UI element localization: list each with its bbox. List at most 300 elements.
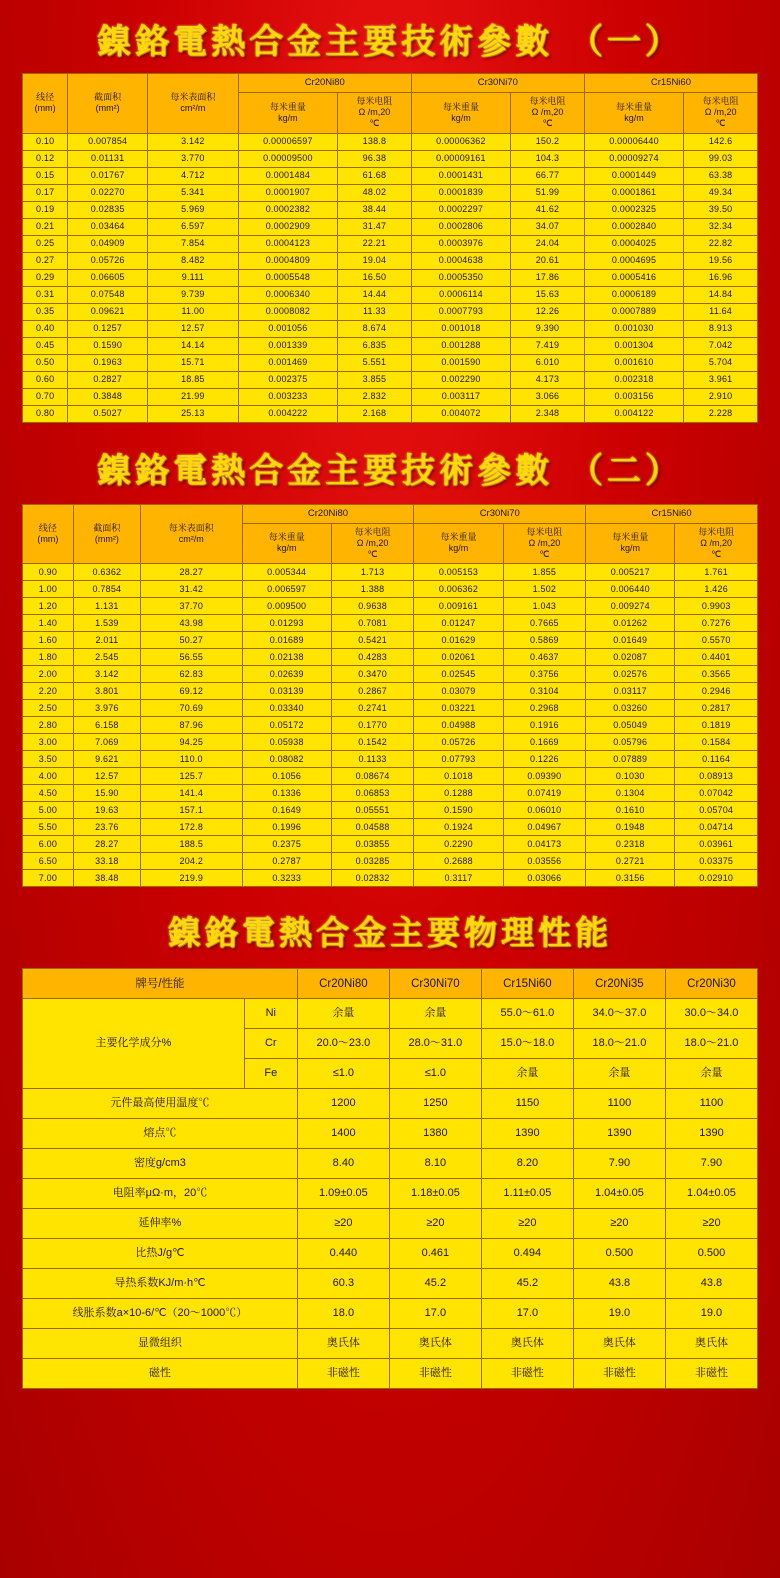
property-label: 线胀系数a×10-6/℃（20～1000℃） (23, 1299, 298, 1329)
col-area: 截面积 (mm²) (68, 74, 148, 134)
table-row (23, 218, 758, 235)
table-cell: 14.44 (338, 286, 412, 303)
table-cell: 150.2 (511, 133, 585, 150)
table-cell: 1390 (573, 1119, 665, 1149)
table-cell: 0.0002909 (238, 218, 337, 235)
col-group-cr15ni60: Cr15Ni60 (584, 74, 757, 93)
table-cell: 8.20 (481, 1149, 573, 1179)
col-weight-3: 每米重量 kg/m (584, 92, 683, 133)
table-cell: 0.1542 (331, 734, 414, 751)
table-cell: 0.0004123 (238, 235, 337, 252)
table-cell: 1.60 (23, 632, 74, 649)
table-cell: 0.05172 (242, 717, 331, 734)
table-cell: 0.002318 (584, 371, 683, 388)
table-cell: 3.801 (73, 683, 140, 700)
table-cell: 19.0 (665, 1299, 757, 1329)
table-row (23, 1209, 758, 1239)
table-cell: 0.2741 (331, 700, 414, 717)
table-cell: 1.131 (73, 598, 140, 615)
table-cell: 3.142 (73, 666, 140, 683)
table-cell: 51.99 (511, 184, 585, 201)
table-cell: 43.8 (665, 1269, 757, 1299)
table-cell: 0.09390 (503, 768, 586, 785)
table-cell: 20.0～23.0 (297, 1029, 389, 1059)
table-cell: 25.13 (148, 405, 239, 422)
table-row (23, 836, 758, 853)
table-cell: 12.57 (73, 768, 140, 785)
table-cell: 0.00009161 (411, 150, 510, 167)
table-cell: 9.390 (511, 320, 585, 337)
table-cell: 0.4401 (675, 649, 758, 666)
table-cell: 31.47 (338, 218, 412, 235)
table-cell: 0.001030 (584, 320, 683, 337)
table-cell: 0.1770 (331, 717, 414, 734)
table-cell: 0.003233 (238, 388, 337, 405)
table-cell: 0.17 (23, 184, 68, 201)
table-cell: 3.961 (684, 371, 758, 388)
table-cell: 0.002290 (411, 371, 510, 388)
table-cell: 0.3756 (503, 666, 586, 683)
table-cell: 0.01649 (586, 632, 675, 649)
table-cell: 0.0007889 (584, 303, 683, 320)
table-cell: 2.228 (684, 405, 758, 422)
property-label: 熔点℃ (23, 1119, 298, 1149)
table-cell: 28.0～31.0 (389, 1029, 481, 1059)
table-cell: 0.1963 (68, 354, 148, 371)
table-cell: 0.02087 (586, 649, 675, 666)
physical-col-cr20ni30: Cr20Ni30 (665, 969, 757, 999)
table-cell: 19.0 (573, 1299, 665, 1329)
table-cell: 1.426 (675, 581, 758, 598)
table-cell: 0.003117 (411, 388, 510, 405)
table-cell: 1100 (665, 1089, 757, 1119)
table-cell: 2.545 (73, 649, 140, 666)
table-cell: 2.168 (338, 405, 412, 422)
table-cell: 奥氏体 (665, 1329, 757, 1359)
table-cell: 0.01247 (414, 615, 503, 632)
table-cell: 0.04988 (414, 717, 503, 734)
table-cell: 2.80 (23, 717, 74, 734)
col-group-cr20ni80: Cr20Ni80 (238, 74, 411, 93)
table-row (23, 1299, 758, 1329)
table-cell: 0.06605 (68, 269, 148, 286)
table-cell: 0.1649 (242, 802, 331, 819)
table-cell: 3.855 (338, 371, 412, 388)
table-cell: 0.08913 (675, 768, 758, 785)
table-cell: 0.2787 (242, 853, 331, 870)
table-cell: 0.7276 (675, 615, 758, 632)
table-cell: 0.5421 (331, 632, 414, 649)
physical-corner-label: 牌号/性能 (23, 969, 298, 999)
table-cell: 0.1257 (68, 320, 148, 337)
table-cell: 1.11±0.05 (481, 1179, 573, 1209)
table-cell: 0.440 (297, 1239, 389, 1269)
section-title-3: 鎳鉻電熱合金主要物理性能 (168, 913, 612, 953)
table-cell: 0.02545 (414, 666, 503, 683)
table-cell: 0.0002297 (411, 201, 510, 218)
table-cell: 0.0006189 (584, 286, 683, 303)
table-cell: 0.0004025 (584, 235, 683, 252)
table-cell: 188.5 (140, 836, 242, 853)
table-cell: 22.82 (684, 235, 758, 252)
table-cell: 0.009500 (242, 598, 331, 615)
table-cell: 12.57 (148, 320, 239, 337)
table-cell: 94.25 (140, 734, 242, 751)
table-cell: 0.02639 (242, 666, 331, 683)
tech-table-part1-head (23, 74, 758, 134)
table-row (23, 1119, 758, 1149)
table-cell: 38.48 (73, 870, 140, 887)
table-cell: ≤1.0 (297, 1059, 389, 1089)
table-cell: 0.07419 (503, 785, 586, 802)
table-cell: 0.04714 (675, 819, 758, 836)
table-cell: 5.969 (148, 201, 239, 218)
table-cell: 余量 (573, 1059, 665, 1089)
table-cell: 1.043 (503, 598, 586, 615)
table-cell: 2.348 (511, 405, 585, 422)
table-cell: 0.0003976 (411, 235, 510, 252)
table-cell: 0.03066 (503, 870, 586, 887)
table-cell: 0.3104 (503, 683, 586, 700)
table-cell: 28.27 (73, 836, 140, 853)
table-cell: 0.00006362 (411, 133, 510, 150)
table-cell: 0.1336 (242, 785, 331, 802)
table-cell: 奥氏体 (573, 1329, 665, 1359)
table-row (23, 303, 758, 320)
table-cell: 0.00009500 (238, 150, 337, 167)
table-cell: 0.1610 (586, 802, 675, 819)
table-cell: ≤1.0 (389, 1059, 481, 1089)
table-cell: 1.18±0.05 (389, 1179, 481, 1209)
table-row (23, 286, 758, 303)
table-cell: 24.04 (511, 235, 585, 252)
table-cell: 0.07889 (586, 751, 675, 768)
table-cell: 5.50 (23, 819, 74, 836)
table-cell: 104.3 (511, 150, 585, 167)
property-label: 延伸率% (23, 1209, 298, 1239)
table-cell: 1.80 (23, 649, 74, 666)
table-cell: 0.05049 (586, 717, 675, 734)
table-cell: 0.001288 (411, 337, 510, 354)
table-cell: 0.00006597 (238, 133, 337, 150)
table-cell: 5.00 (23, 802, 74, 819)
table-cell: 1.04±0.05 (665, 1179, 757, 1209)
table-cell: 0.1133 (331, 751, 414, 768)
table-cell: 0.01131 (68, 150, 148, 167)
table-cell: 1.761 (675, 564, 758, 581)
table-cell: 2.832 (338, 388, 412, 405)
table-cell: 0.01262 (586, 615, 675, 632)
table-cell: 0.003156 (584, 388, 683, 405)
section-title-2: 鎳鉻電熱合金主要技術參數 （二） (97, 450, 683, 491)
table-cell: 19.56 (684, 252, 758, 269)
table-cell: 1.40 (23, 615, 74, 632)
table-cell: 7.042 (684, 337, 758, 354)
table-cell: 0.001018 (411, 320, 510, 337)
table-cell: 0.03464 (68, 218, 148, 235)
table-cell: 0.03855 (331, 836, 414, 853)
table-cell: 87.96 (140, 717, 242, 734)
table-row (23, 870, 758, 887)
table-cell: 0.001469 (238, 354, 337, 371)
table-cell: 219.9 (140, 870, 242, 887)
table-cell: 4.712 (148, 167, 239, 184)
property-label: 磁性 (23, 1359, 298, 1389)
table-cell: 45.2 (481, 1269, 573, 1299)
table-cell: 0.009274 (586, 598, 675, 615)
table-cell: 0.60 (23, 371, 68, 388)
table-cell: 0.09621 (68, 303, 148, 320)
table-row (23, 1149, 758, 1179)
table-cell: 138.8 (338, 133, 412, 150)
table-cell: 0.002375 (238, 371, 337, 388)
tech-table-1-wrapper (0, 73, 780, 423)
table-cell: 0.15 (23, 167, 68, 184)
table-cell: 1.20 (23, 598, 74, 615)
table-cell: 1.388 (331, 581, 414, 598)
table-row (23, 184, 758, 201)
table-cell: 0.19 (23, 201, 68, 218)
table-cell: 0.03556 (503, 853, 586, 870)
table-cell: 0.0004809 (238, 252, 337, 269)
tech-table-part2-group-row (23, 504, 758, 523)
col-surface: 每米表面积 cm²/m (148, 74, 239, 134)
table-cell: 0.80 (23, 405, 68, 422)
table-cell: 4.00 (23, 768, 74, 785)
physical-col-cr30ni70: Cr30Ni70 (389, 969, 481, 999)
physical-table-header-row (23, 969, 758, 999)
table-cell: 16.50 (338, 269, 412, 286)
table-cell: 1380 (389, 1119, 481, 1149)
table-row (23, 1089, 758, 1119)
table-cell: 0.005153 (414, 564, 503, 581)
table-cell: ≥20 (297, 1209, 389, 1239)
col-group-cr30ni70: Cr30Ni70 (411, 74, 584, 93)
table-cell: 9.739 (148, 286, 239, 303)
physical-properties-table (22, 968, 758, 1389)
property-label: 密度g/cm3 (23, 1149, 298, 1179)
table-cell: 15.0～18.0 (481, 1029, 573, 1059)
table-cell: 0.10 (23, 133, 68, 150)
composition-element-label: Cr (244, 1029, 297, 1059)
table-cell: 14.14 (148, 337, 239, 354)
physical-table-wrapper (0, 968, 780, 1389)
table-row (23, 1179, 758, 1209)
composition-element-label: Ni (244, 999, 297, 1029)
table-row (23, 853, 758, 870)
table-cell: 0.007854 (68, 133, 148, 150)
table-cell: 0.0005416 (584, 269, 683, 286)
table-cell: 0.01629 (414, 632, 503, 649)
table-cell: 1.00 (23, 581, 74, 598)
table-cell: 21.99 (148, 388, 239, 405)
table-row (23, 683, 758, 700)
table-cell: 17.0 (481, 1299, 573, 1329)
table-cell: 0.3565 (675, 666, 758, 683)
table-cell: 63.38 (684, 167, 758, 184)
composition-element-label: Fe (244, 1059, 297, 1089)
table-cell: 0.03375 (675, 853, 758, 870)
table-cell: 0.03221 (414, 700, 503, 717)
table-cell: 0.05551 (331, 802, 414, 819)
table-cell: 0.2721 (586, 853, 675, 870)
table-cell: 0.006597 (242, 581, 331, 598)
table-cell: 1100 (573, 1089, 665, 1119)
table-cell: 1390 (481, 1119, 573, 1149)
table-cell: 0.00006440 (584, 133, 683, 150)
physical-col-cr20ni35: Cr20Ni35 (573, 969, 665, 999)
table-cell: 非磁性 (481, 1359, 573, 1389)
table-cell: 3.00 (23, 734, 74, 751)
table-cell: 11.00 (148, 303, 239, 320)
table-cell: 41.62 (511, 201, 585, 218)
col-diameter: 线径 (mm) (23, 74, 68, 134)
table-cell: 0.03079 (414, 683, 503, 700)
table-cell: 0.4283 (331, 649, 414, 666)
table-cell: 0.0001907 (238, 184, 337, 201)
table-cell: 7.00 (23, 870, 74, 887)
table-cell: 157.1 (140, 802, 242, 819)
table-cell: 0.001056 (238, 320, 337, 337)
table-cell: 0.4637 (503, 649, 586, 666)
table-cell: 62.83 (140, 666, 242, 683)
table-cell: 0.1056 (242, 768, 331, 785)
table-cell: 0.461 (389, 1239, 481, 1269)
table-row (23, 632, 758, 649)
table-cell: 1.539 (73, 615, 140, 632)
table-cell: 0.2946 (675, 683, 758, 700)
table-cell: 0.01767 (68, 167, 148, 184)
table-cell: 0.3117 (414, 870, 503, 887)
table-cell: 1200 (297, 1089, 389, 1119)
table-cell: 0.7081 (331, 615, 414, 632)
physical-table-head (23, 969, 758, 999)
table-cell: 0.02061 (414, 649, 503, 666)
table-cell: 0.5027 (68, 405, 148, 422)
table-cell: 15.90 (73, 785, 140, 802)
table-row (23, 819, 758, 836)
table-cell: 9.111 (148, 269, 239, 286)
table-cell: 0.1018 (414, 768, 503, 785)
table-cell: 0.3470 (331, 666, 414, 683)
col-area: 截面积 (mm²) (73, 504, 140, 564)
table-cell: 0.12 (23, 150, 68, 167)
physical-table-body (23, 999, 758, 1389)
table-cell: 8.674 (338, 320, 412, 337)
table-cell: 18.0～21.0 (573, 1029, 665, 1059)
table-cell: 0.005344 (242, 564, 331, 581)
table-cell: 0.04173 (503, 836, 586, 853)
table-cell: 0.03117 (586, 683, 675, 700)
table-cell: 6.010 (511, 354, 585, 371)
table-row (23, 150, 758, 167)
table-cell: 8.913 (684, 320, 758, 337)
tech-table-part1-group-row (23, 74, 758, 93)
table-row (23, 649, 758, 666)
table-cell: 0.05704 (675, 802, 758, 819)
table-cell: 43.8 (573, 1269, 665, 1299)
table-cell: 0.02835 (68, 201, 148, 218)
table-cell: 0.03340 (242, 700, 331, 717)
table-cell: 0.0005548 (238, 269, 337, 286)
table-cell: 0.05726 (68, 252, 148, 269)
table-cell: 0.08082 (242, 751, 331, 768)
table-cell: 0.0004638 (411, 252, 510, 269)
table-cell: 0.02138 (242, 649, 331, 666)
table-cell: 17.86 (511, 269, 585, 286)
table-cell: 18.0～21.0 (665, 1029, 757, 1059)
table-cell: 0.0002382 (238, 201, 337, 218)
composition-group-label: 主要化学成分% (23, 999, 245, 1089)
table-cell: 0.001610 (584, 354, 683, 371)
table-cell: 20.61 (511, 252, 585, 269)
col-group-cr15ni60: Cr15Ni60 (586, 504, 758, 523)
table-cell: 0.1304 (586, 785, 675, 802)
table-cell: ≥20 (389, 1209, 481, 1239)
table-cell: 0.45 (23, 337, 68, 354)
table-row (23, 999, 758, 1029)
table-cell: 0.001339 (238, 337, 337, 354)
table-row (23, 734, 758, 751)
table-cell: 1.09±0.05 (297, 1179, 389, 1209)
table-cell: 3.770 (148, 150, 239, 167)
table-cell: 8.482 (148, 252, 239, 269)
table-cell: 0.03260 (586, 700, 675, 717)
table-cell: 45.2 (389, 1269, 481, 1299)
property-label: 电阻率μΩ·m，20℃ (23, 1179, 298, 1209)
table-cell: 0.0008082 (238, 303, 337, 320)
table-cell: 56.55 (140, 649, 242, 666)
table-cell: 0.0004695 (584, 252, 683, 269)
table-cell: 1250 (389, 1089, 481, 1119)
table-cell: 11.33 (338, 303, 412, 320)
table-cell: 0.001304 (584, 337, 683, 354)
table-row (23, 1239, 758, 1269)
table-cell: 12.26 (511, 303, 585, 320)
table-cell: 0.03961 (675, 836, 758, 853)
table-cell: 34.0～37.0 (573, 999, 665, 1029)
table-cell: 0.2867 (331, 683, 414, 700)
property-label: 显微组织 (23, 1329, 298, 1359)
table-row (23, 269, 758, 286)
table-cell: 余量 (665, 1059, 757, 1089)
table-cell: 70.69 (140, 700, 242, 717)
table-cell: 0.1819 (675, 717, 758, 734)
table-cell: 30.0～34.0 (665, 999, 757, 1029)
table-cell: 2.910 (684, 388, 758, 405)
table-cell: 172.8 (140, 819, 242, 836)
table-row (23, 201, 758, 218)
table-cell: 3.976 (73, 700, 140, 717)
table-cell: 0.70 (23, 388, 68, 405)
table-row (23, 252, 758, 269)
section-title-1: 鎳鉻電熱合金主要技術參數 （一） (97, 22, 683, 62)
table-cell: 5.341 (148, 184, 239, 201)
table-cell: 0.01293 (242, 615, 331, 632)
table-cell: 11.64 (684, 303, 758, 320)
table-cell: 0.02910 (675, 870, 758, 887)
tech-table-part1 (22, 73, 758, 423)
table-cell: 0.0002840 (584, 218, 683, 235)
table-cell: 7.854 (148, 235, 239, 252)
table-cell: 0.25 (23, 235, 68, 252)
table-cell: 8.10 (389, 1149, 481, 1179)
table-row (23, 371, 758, 388)
property-label: 比热J/g℃ (23, 1239, 298, 1269)
table-cell: 2.00 (23, 666, 74, 683)
col-resistance-3: 每米电阻 Ω /m,20 ℃ (675, 523, 758, 564)
table-cell: 0.0006340 (238, 286, 337, 303)
